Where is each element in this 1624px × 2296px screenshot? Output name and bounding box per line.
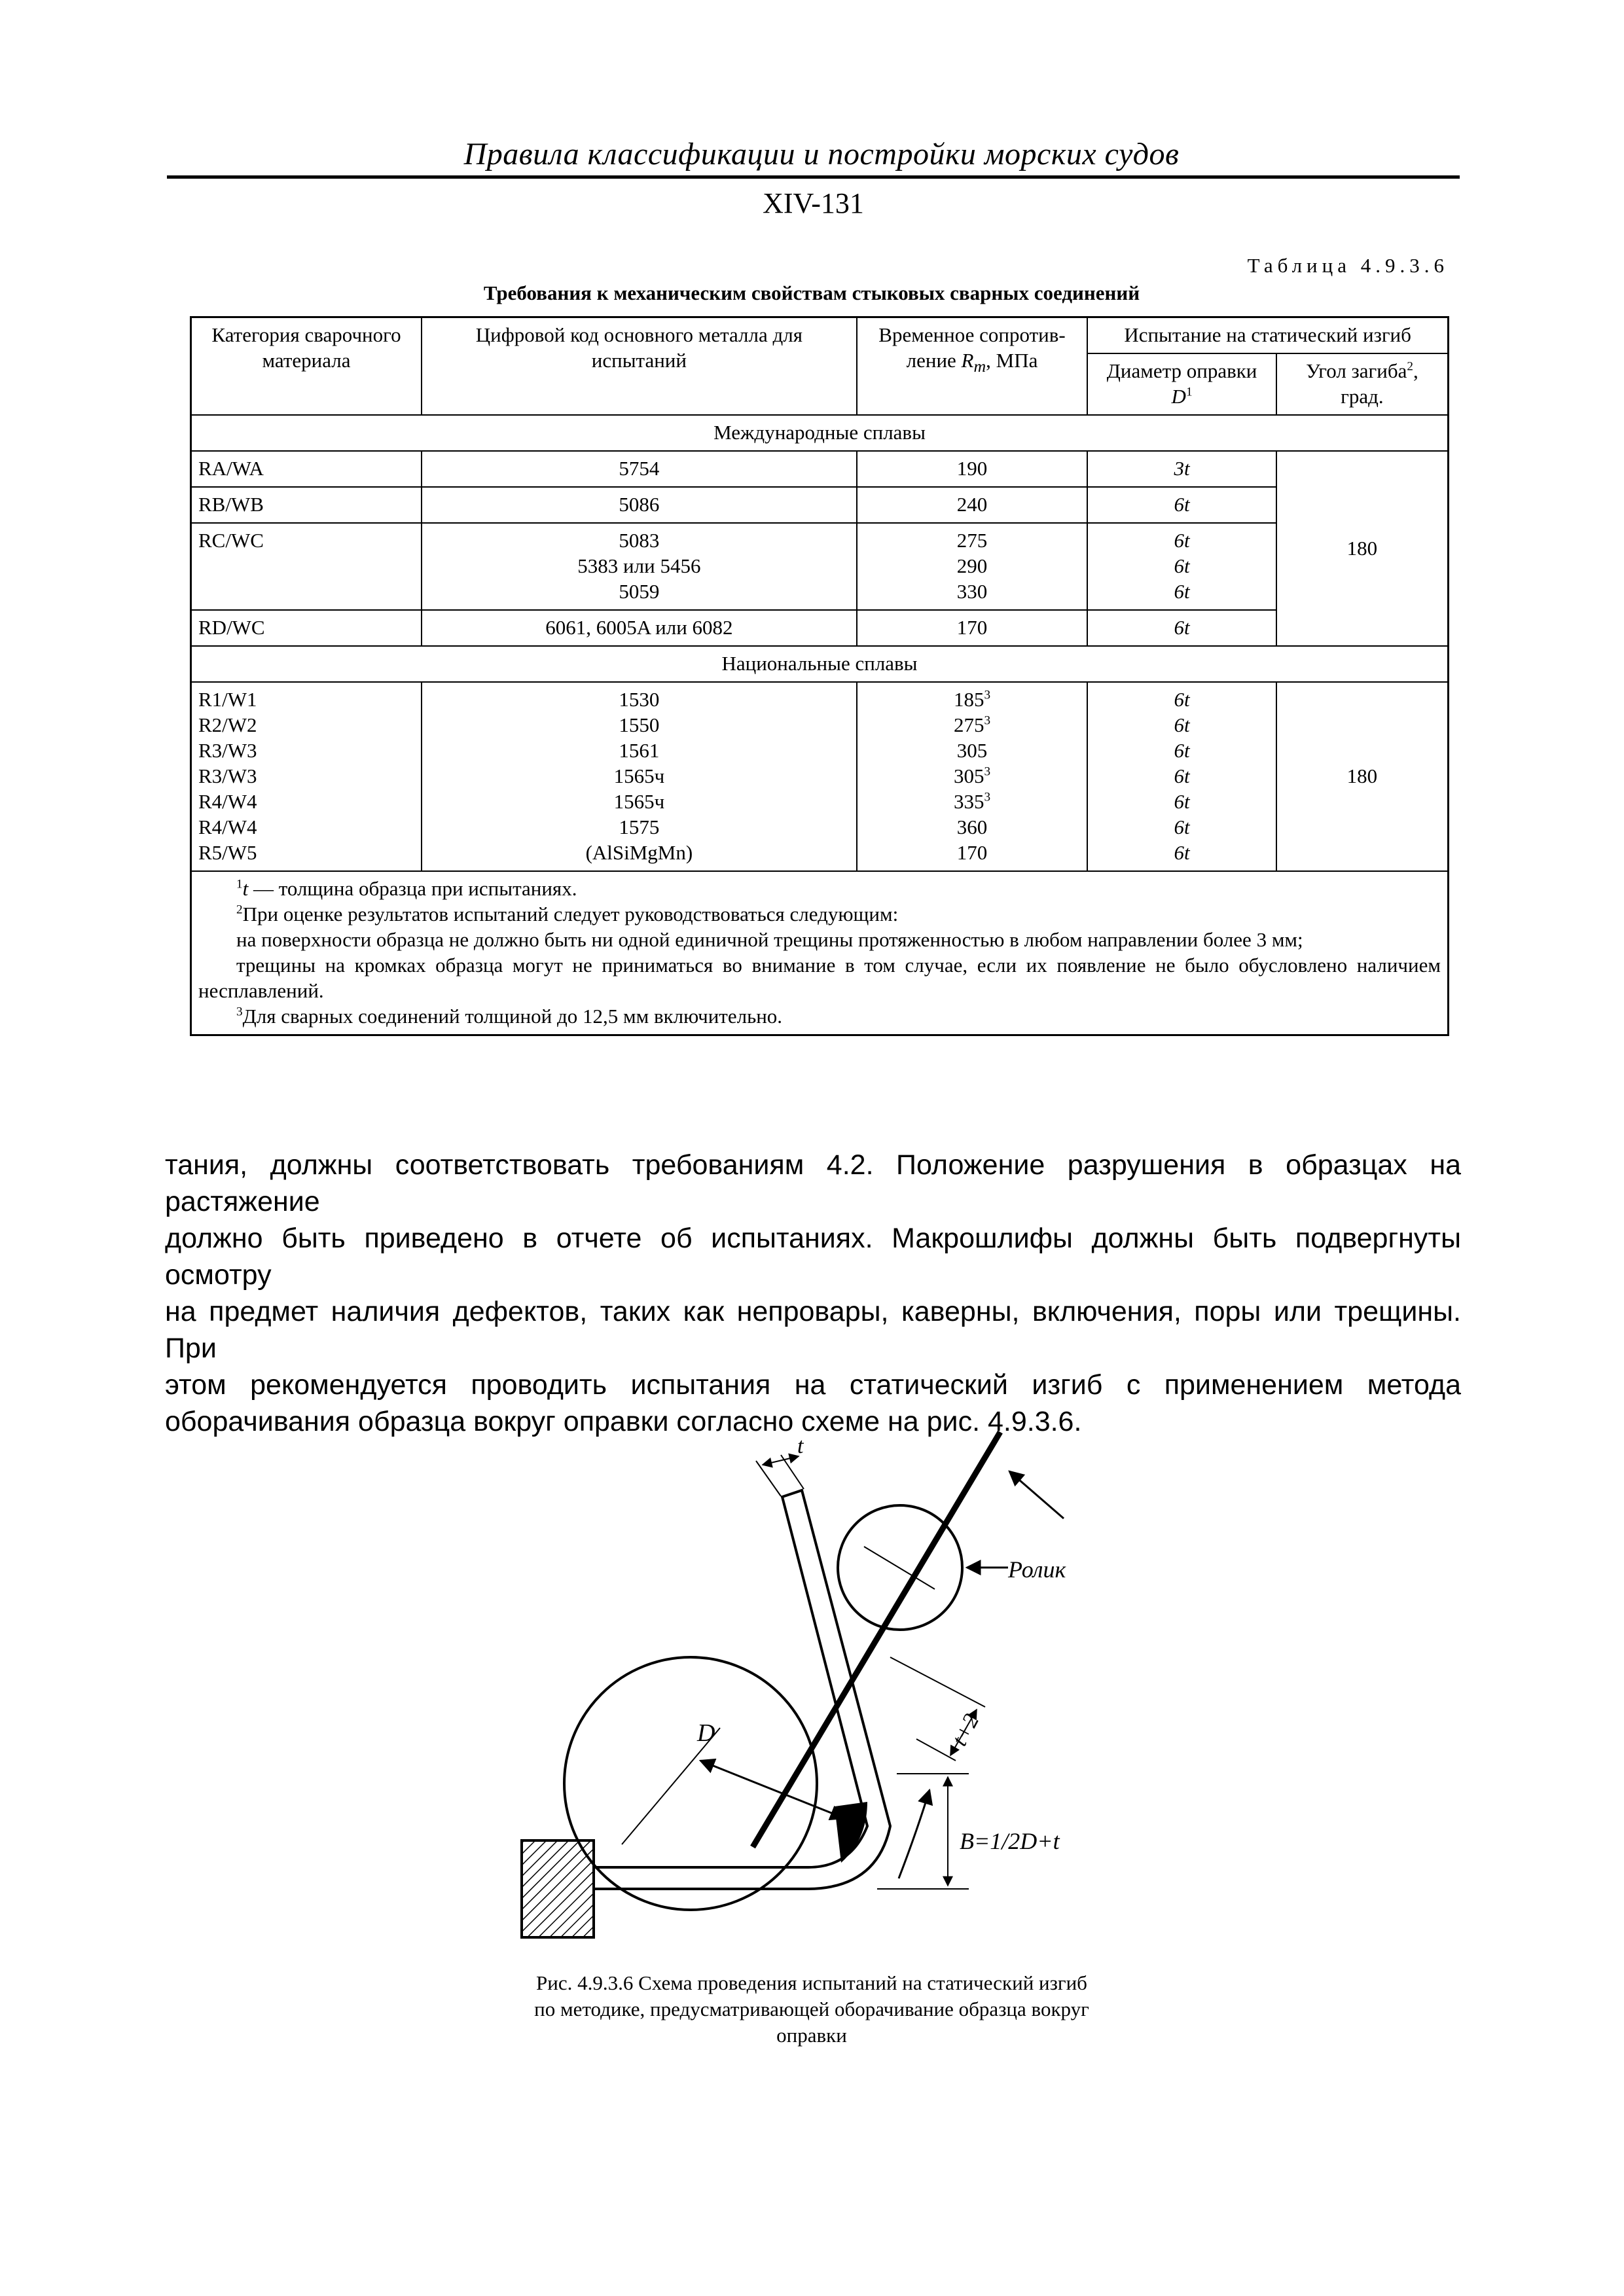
header-strength-unit: , МПа <box>986 349 1038 372</box>
section-international-label: Международные сплавы <box>191 415 1449 451</box>
diameter-value: 6t <box>1174 739 1190 762</box>
diameter-value: 6t <box>1174 616 1190 639</box>
table-row-national <box>191 682 1449 871</box>
figure-caption <box>419 1970 1204 2049</box>
cell-category: RD/WC <box>191 610 422 646</box>
header-angle-text: Угол загиба <box>1306 359 1407 382</box>
header-strength <box>857 317 1088 416</box>
label-d: D <box>697 1719 715 1747</box>
code-value: 1530 <box>619 688 660 711</box>
cell-strength <box>857 523 1088 610</box>
label-t: t <box>797 1434 804 1458</box>
strength-value: 275 <box>956 529 988 552</box>
body-line: этом рекомендуется проводить испытания на статический изгиб с применением метода <box>165 1369 1461 1401</box>
header-strength-b: ление <box>906 349 956 372</box>
section-national-label: Национальные сплавы <box>191 646 1449 682</box>
code-value: (AlSiMgMn) <box>585 841 693 864</box>
header-strength-a: Временное сопротив- <box>878 323 1066 346</box>
diameter-value: 6t <box>1174 841 1190 864</box>
cell-diameter <box>1087 610 1276 646</box>
body-line: оборачивания образца вокруг оправки согласно схеме на рис. 4.9.3.6. <box>165 1406 1082 1437</box>
running-title: Правила классификации и постройки морских судов <box>463 137 1180 171</box>
header-rule <box>167 175 1460 179</box>
note-2-line-2: трещины на кромках образца могут не приниматься во внимание в том случае, если их появление не было обусловлено наличием несплавлений. <box>198 954 1441 1002</box>
cell-category: RC/WC <box>191 523 422 610</box>
t2-ext-1 <box>890 1657 985 1707</box>
diameter-value: 6t <box>1174 713 1190 736</box>
cell-diameter <box>1087 487 1276 523</box>
code-value: 5059 <box>619 580 660 603</box>
t2-ext-2 <box>916 1739 956 1761</box>
cell-code: 6061, 6005A или 6082 <box>422 610 857 646</box>
requirements-table <box>190 316 1449 1036</box>
body-line: на предмет наличия дефектов, таких как непровары, каверны, включения, поры или трещины. При <box>165 1296 1461 1364</box>
table-row <box>191 451 1449 487</box>
header-diameter-text: Диаметр оправки <box>1106 359 1257 382</box>
note-1: $^1$t — толщина образца при испытаниях. <box>236 877 577 900</box>
diameter-value: 6t <box>1174 764 1190 787</box>
section-international <box>191 415 1449 451</box>
header-diameter-sup: 1 <box>1185 385 1193 399</box>
strength-value: $275^3$ <box>953 713 991 736</box>
cell-angle-national: 180 <box>1276 682 1449 871</box>
t-ext-1 <box>756 1461 781 1496</box>
category-value: R2/W2 <box>198 713 257 736</box>
diameter-value: 6t <box>1174 493 1190 516</box>
diameter-value: 3t <box>1174 457 1190 480</box>
note-2-line-1: на поверхности образца не должно быть ни одной единичной трещины протяженностью в любом направлении более 3 мм; <box>236 928 1303 951</box>
diameter-value: 6t <box>1174 816 1190 838</box>
cell-code: 5754 <box>422 451 857 487</box>
category-value: R3/W3 <box>198 764 257 787</box>
table-label: Таблица 4.9.3.6 <box>1247 254 1449 277</box>
label-t-plus-2: t+2 <box>947 1710 984 1750</box>
diameter-value: 6t <box>1174 688 1190 711</box>
wrap-direction-arrow <box>899 1790 929 1878</box>
table-row <box>191 487 1449 523</box>
category-value: R4/W4 <box>198 816 257 838</box>
header-category: Категория сварочного материала <box>191 317 422 416</box>
caption-line: по методике, предусматривающей оборачивание образца вокруг <box>534 1998 1089 2020</box>
header-diameter-sym: D <box>1171 385 1186 408</box>
code-value: 1561 <box>619 739 660 762</box>
category-value: R3/W3 <box>198 739 257 762</box>
code-value: 1565ч <box>613 764 665 787</box>
category-value: R1/W1 <box>198 688 257 711</box>
table-row <box>191 610 1449 646</box>
table-notes <box>191 871 1449 1035</box>
strength-value: 330 <box>956 580 988 603</box>
cell-diameter <box>1087 523 1276 610</box>
header-strength-sym: R <box>961 349 974 372</box>
bend-test-diagram <box>511 1420 1100 1944</box>
table-row <box>191 523 1449 610</box>
header-row <box>191 317 1449 354</box>
table-title: Требования к механическим свойствам стыковых сварных соединений <box>483 281 1140 304</box>
code-value: 1575 <box>619 816 660 838</box>
clamp <box>522 1840 594 1937</box>
body-line: должно быть приведено в отчете об испытаниях. Макрошлифы должны быть подвергнуты осмотру <box>165 1223 1461 1291</box>
diameter-value: 6t <box>1174 529 1190 552</box>
load-arrow <box>1009 1471 1064 1518</box>
header-angle <box>1276 353 1449 415</box>
label-roller: Ролик <box>1008 1556 1066 1583</box>
cell-code <box>422 523 857 610</box>
code-value: 5383 или 5456 <box>577 554 701 577</box>
cell-category: RA/WA <box>191 451 422 487</box>
cell-strength: 190 <box>857 451 1088 487</box>
t-dimension <box>763 1456 799 1465</box>
cell-code-list <box>422 682 857 871</box>
caption-line: оправки <box>776 2024 847 2047</box>
header-angle-unit: , град. <box>1341 359 1418 408</box>
strength-value: $305^3$ <box>953 764 991 787</box>
code-value: 1550 <box>619 713 660 736</box>
cell-diameter-list <box>1087 682 1276 871</box>
cell-category-list <box>191 682 422 871</box>
notes-row <box>191 871 1449 1035</box>
strength-value: 305 <box>956 739 988 762</box>
strength-value: 170 <box>956 841 988 864</box>
cell-angle-international: 180 <box>1276 451 1449 646</box>
weld-zone <box>835 1802 867 1863</box>
caption-line: Рис. 4.9.3.6 Схема проведения испытаний на статический изгиб <box>536 1971 1087 1994</box>
clamp-block <box>522 1840 594 1937</box>
cell-category: RB/WB <box>191 487 422 523</box>
cell-strength: 170 <box>857 610 1088 646</box>
diameter-value: 6t <box>1174 580 1190 603</box>
body-paragraph <box>165 1147 1461 1440</box>
header-bend: Испытание на статический изгиб <box>1087 317 1448 354</box>
mandrel-circle <box>564 1657 817 1910</box>
header-angle-sup: 2 <box>1407 359 1414 374</box>
code-value: 5083 <box>619 529 660 552</box>
cell-strength-list <box>857 682 1088 871</box>
note-2: $^2$При оценке результатов испытаний следует руководствоваться следующим: <box>236 903 899 925</box>
category-value: R5/W5 <box>198 841 257 864</box>
diameter-value: 6t <box>1174 790 1190 813</box>
cell-code: 5086 <box>422 487 857 523</box>
header-diameter <box>1087 353 1276 415</box>
cell-strength: 240 <box>857 487 1088 523</box>
category-value: R4/W4 <box>198 790 257 813</box>
label-b: B=1/2D+t <box>960 1828 1060 1854</box>
strength-value: $335^3$ <box>953 790 991 813</box>
strength-value: $185^3$ <box>953 688 991 711</box>
body-line: тания, должны соответствовать требованиям 4.2. Положение разрушения в образцах на растяжение <box>165 1149 1461 1217</box>
strength-value: 360 <box>956 816 988 838</box>
cell-diameter <box>1087 451 1276 487</box>
header-code: Цифровой код основного металла для испытаний <box>422 317 857 416</box>
code-value: 1565ч <box>613 790 665 813</box>
page-number: XIV-131 <box>763 187 864 219</box>
diameter-value: 6t <box>1174 554 1190 577</box>
strength-value: 290 <box>956 554 988 577</box>
note-3: $^3$Для сварных соединений толщиной до 12,5 мм включительно. <box>236 1005 783 1028</box>
section-national <box>191 646 1449 682</box>
header-strength-sub: m <box>973 357 986 376</box>
roller-axis <box>864 1547 935 1589</box>
